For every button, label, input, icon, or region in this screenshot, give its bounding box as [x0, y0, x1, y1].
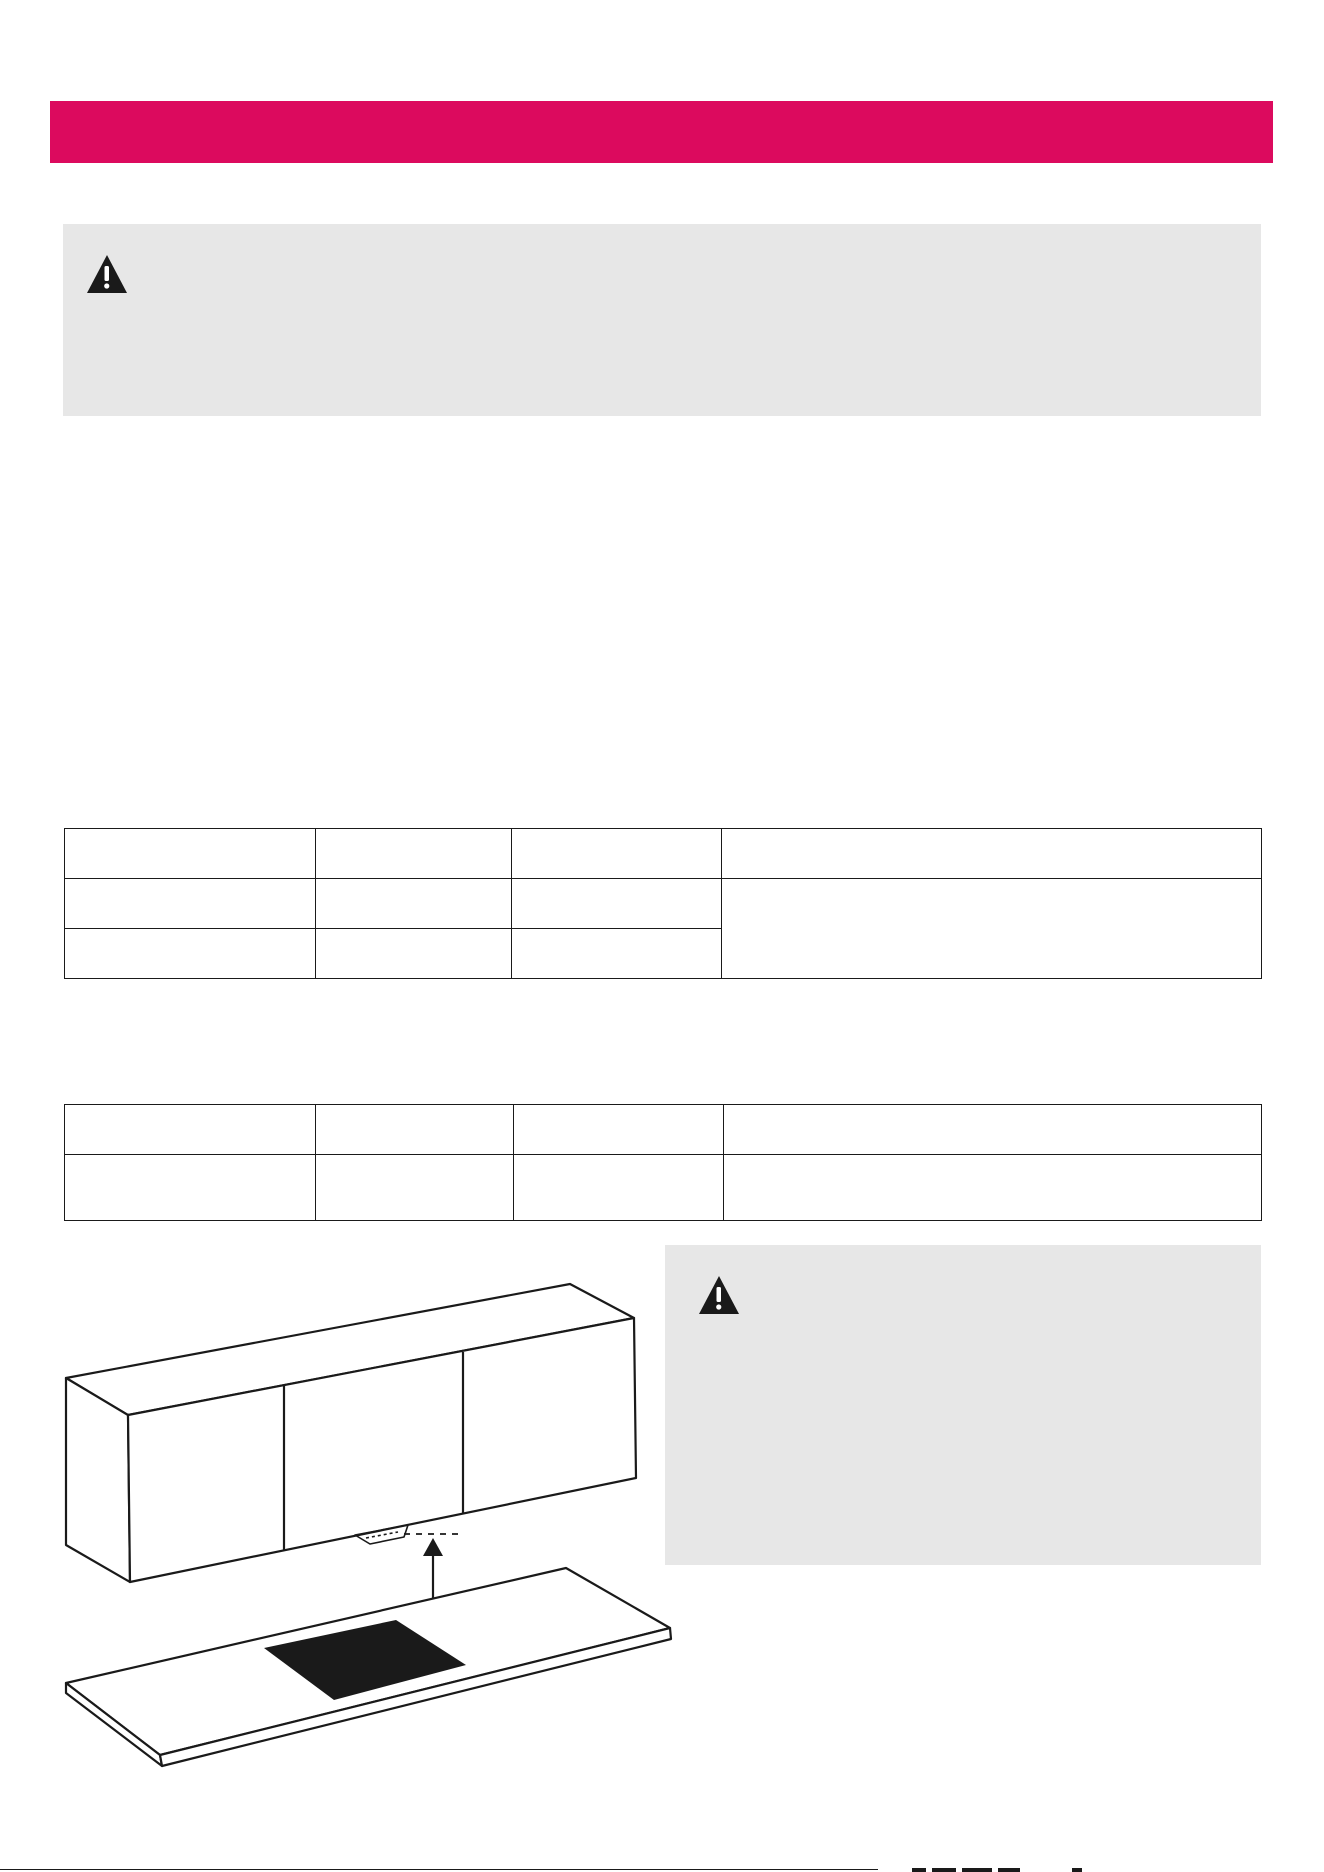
table-cell [514, 1105, 724, 1155]
table-header-row [65, 829, 1262, 879]
table-cell [724, 1105, 1262, 1155]
table-header-row [65, 1105, 1262, 1155]
table-cell [316, 1105, 514, 1155]
footer-text-fragment [912, 1866, 1087, 1872]
warning-triangle-icon [86, 254, 128, 294]
table-row [65, 879, 1262, 929]
table-cell [316, 929, 512, 979]
table-cell [65, 829, 316, 879]
table-cell [512, 829, 722, 879]
table-cell [514, 1155, 724, 1221]
table-cell [724, 1155, 1262, 1221]
table-cell [316, 829, 512, 879]
table-row [65, 1155, 1262, 1221]
warning-notice [665, 1245, 1261, 1565]
warning-notice [63, 224, 1261, 416]
spec-table-2 [64, 1104, 1262, 1221]
wall-cabinet [66, 1284, 636, 1582]
table-cell [65, 1105, 316, 1155]
table-cell-merged [722, 879, 1262, 979]
footer-rule [0, 1869, 878, 1870]
table-cell [512, 929, 722, 979]
table-cell [722, 829, 1262, 879]
table-cell [65, 1155, 316, 1221]
section-header-band [50, 101, 1273, 163]
spec-table-1 [64, 828, 1262, 979]
table-cell [65, 929, 316, 979]
warning-triangle-icon [698, 1275, 740, 1315]
table-cell [65, 879, 316, 929]
table-cell [512, 879, 722, 929]
table-cell [316, 1155, 514, 1221]
installation-distance-illustration [58, 1278, 676, 1768]
table-cell [316, 879, 512, 929]
